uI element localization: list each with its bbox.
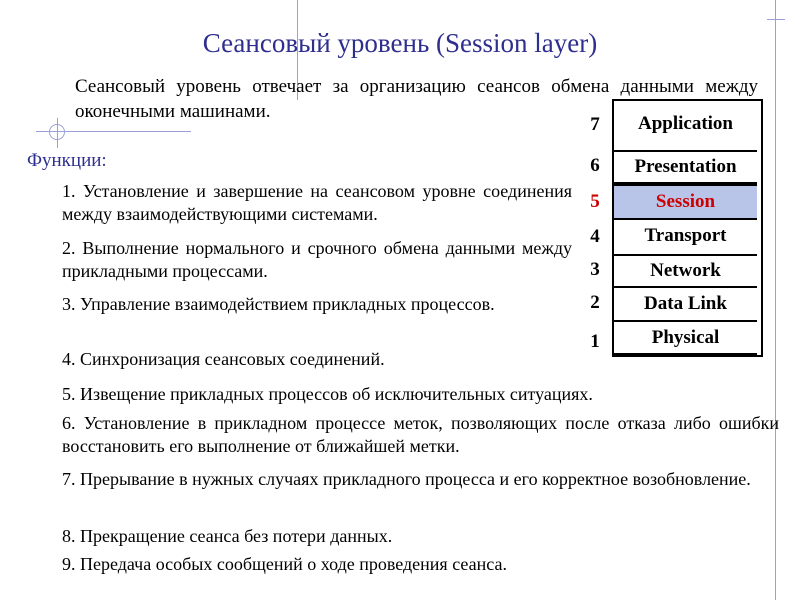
layer-presentation: Presentation: [614, 150, 757, 184]
function-item-7: 7. Прерывание в нужных случаях прикладного процесса и его корректное возобновление.: [62, 469, 751, 489]
slide-title: Сеансовый уровень (Session layer): [202, 28, 598, 58]
function-item-2: 2. Выполнение нормального и срочного обмена данными между прикладными процессами.: [62, 238, 572, 281]
layer-number-5: 5: [590, 191, 600, 212]
layer-number-3: 3: [590, 259, 600, 280]
layer-number-4: 4: [590, 226, 600, 247]
decorative-line: [767, 19, 785, 20]
function-item-1: 1. Установление и завершение на сеансовом уровне соединения между взаимодействующими системами.: [62, 181, 572, 224]
layer-physical: Physical: [614, 320, 757, 355]
layer-application: Application: [637, 113, 734, 134]
function-item-5: 5. Извещение прикладных процессов об исключительных ситуациях.: [62, 384, 593, 404]
decorative-line: [775, 11, 776, 29]
functions-heading: Функции:: [27, 150, 107, 171]
layer-number-1: 1: [590, 331, 600, 352]
intro-paragraph: Сеансовый уровень отвечает за организацию сеансов обмена данными между оконечными машинами.: [75, 76, 758, 122]
layer-transport: Transport: [644, 225, 727, 246]
layer-data-link: Data Link: [644, 293, 727, 314]
layer-number-7: 7: [590, 114, 600, 135]
layer-number-6: 6: [590, 155, 600, 176]
decorative-line: [775, 0, 776, 600]
function-item-4: 4. Синхронизация сеансовых соединений.: [62, 349, 385, 369]
function-item-6: 6. Установление в прикладном процессе меток, позволяющих после отказа либо ошибки восстановить его выполнение от ближайшей метки.: [62, 413, 779, 456]
function-item-3: 3. Управление взаимодействием прикладных процессов.: [62, 294, 495, 314]
function-item-9: 9. Передача особых сообщений о ходе проведения сеанса.: [62, 554, 507, 574]
function-item-8: 8. Прекращение сеанса без потери данных.: [62, 526, 393, 546]
layer-network: Network: [614, 254, 757, 288]
decorative-circle: [49, 124, 65, 140]
layer-session: Session: [614, 184, 757, 220]
layer-number-2: 2: [590, 292, 600, 313]
